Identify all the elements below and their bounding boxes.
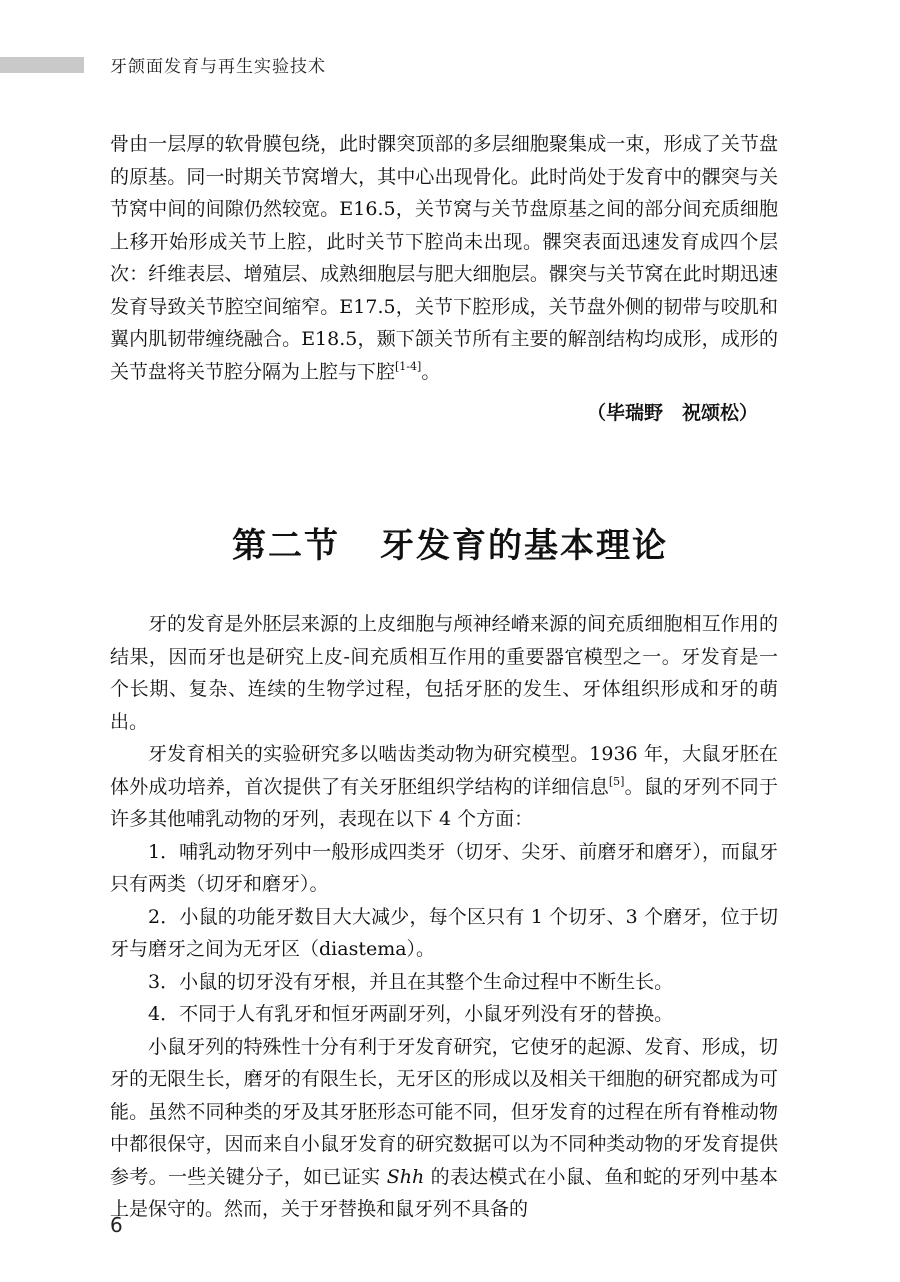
list-item-4: 4．不同于人有乳牙和恒牙两副牙列，小鼠牙列没有牙的替换。 bbox=[148, 1003, 674, 1025]
list-item-2: 2．小鼠的功能牙数目大大减少，每个区只有 1 个切牙、3 个磨牙，位于切牙与磨牙之间为无牙区（diastema）。 bbox=[110, 905, 778, 960]
section-heading bbox=[0, 518, 900, 567]
section-number: 第二节 bbox=[232, 526, 340, 566]
continuation-end: 。 bbox=[421, 360, 441, 383]
list-item-1: 1．哺乳动物牙列中一般形成四类牙（切牙、尖牙、前磨牙和磨牙），而鼠牙只有两类（切牙和磨牙）。 bbox=[110, 840, 778, 895]
citation-ref: [5] bbox=[608, 774, 625, 788]
section-title: 牙发育的基本理论 bbox=[380, 526, 668, 566]
body-paragraph-1: 牙的发育是外胚层来源的上皮细胞与颅神经嵴来源的间充质细胞相互作用的结果，因而牙也是研究上皮-间充质相互作用的重要器官模型之一。牙发育是一个长期、复杂、连续的生物学过程，包括牙胚的发生、牙体组织形成和牙的萌出。 bbox=[110, 613, 778, 733]
list-item-3: 3．小鼠的切牙没有牙根，并且在其整个生命过程中不断生长。 bbox=[148, 970, 674, 993]
body-paragraph-2 bbox=[110, 738, 778, 836]
p2-text-end: 。鼠的牙列不同于许多其他哺乳动物的牙列，表现在以下 4 个方面： bbox=[110, 775, 778, 830]
body-block bbox=[110, 608, 778, 1226]
header-bar bbox=[0, 57, 84, 73]
continuation-text: 骨由一层厚的软骨膜包绕，此时髁突顶部的多层细胞聚集成一束，形成了关节盘的原基。同一时期关节窝增大，其中心出现骨化。此时尚处于发育中的髁突与关节窝中间的间隙仍然较宽。E16.5，关节窝与关节盘原基之间的部分间充质细胞上移开始形成关节上腔，此时关节下腔尚未出现。髁突表面迅速发育成四个层次：纤维表层、增殖层、成熟细胞层与肥大细胞层。髁突与关节窝在此时期迅速发育导致关节腔空间缩窄。E17.5，关节下腔形成，关节盘外侧的韧带与咬肌和翼内肌韧带缠绕融合。E18.5，颞下颌关节所有主要的解剖结构均成形，成形的关节盘将关节腔分隔为上腔与下腔 bbox=[110, 133, 778, 383]
p2-text: 牙发育相关的实验研究多以啮齿类动物为研究模型。1936 年，大鼠牙胚在体外成功培养，首次提供了有关牙胚组织学结构的详细信息 bbox=[110, 743, 778, 798]
citation-ref: [1-4] bbox=[395, 359, 422, 373]
continuation-block bbox=[110, 128, 778, 388]
gene-name: Shh bbox=[386, 1165, 425, 1188]
p3-text: 小鼠牙列的特殊性十分有利于牙发育研究，它使牙的起源、发育、形成，切牙的无限生长，磨牙的有限生长，无牙区的形成以及相关干细胞的研究都成为可能。虽然不同种类的牙及其牙胚形态可能不同，但牙发育的过程在所有脊椎动物中都很保守，因而来自小鼠牙发育的研究数据可以为不同种类动物的牙发育提供参考。一些关键分子，如已证实 bbox=[110, 1035, 778, 1188]
authors: （毕瑞野 祝颂松） bbox=[586, 402, 758, 424]
p3-text-end: 的表达模式在小鼠、鱼和蛇的牙列中基本上是保守的。然而，关于牙替换和鼠牙列不具备的 bbox=[110, 1165, 778, 1220]
continuation-paragraph bbox=[110, 128, 778, 388]
body-paragraph-3 bbox=[110, 1031, 778, 1226]
running-header: 牙颌面发育与再生实验技术 bbox=[110, 57, 326, 77]
page-number: 6 bbox=[110, 1213, 123, 1237]
